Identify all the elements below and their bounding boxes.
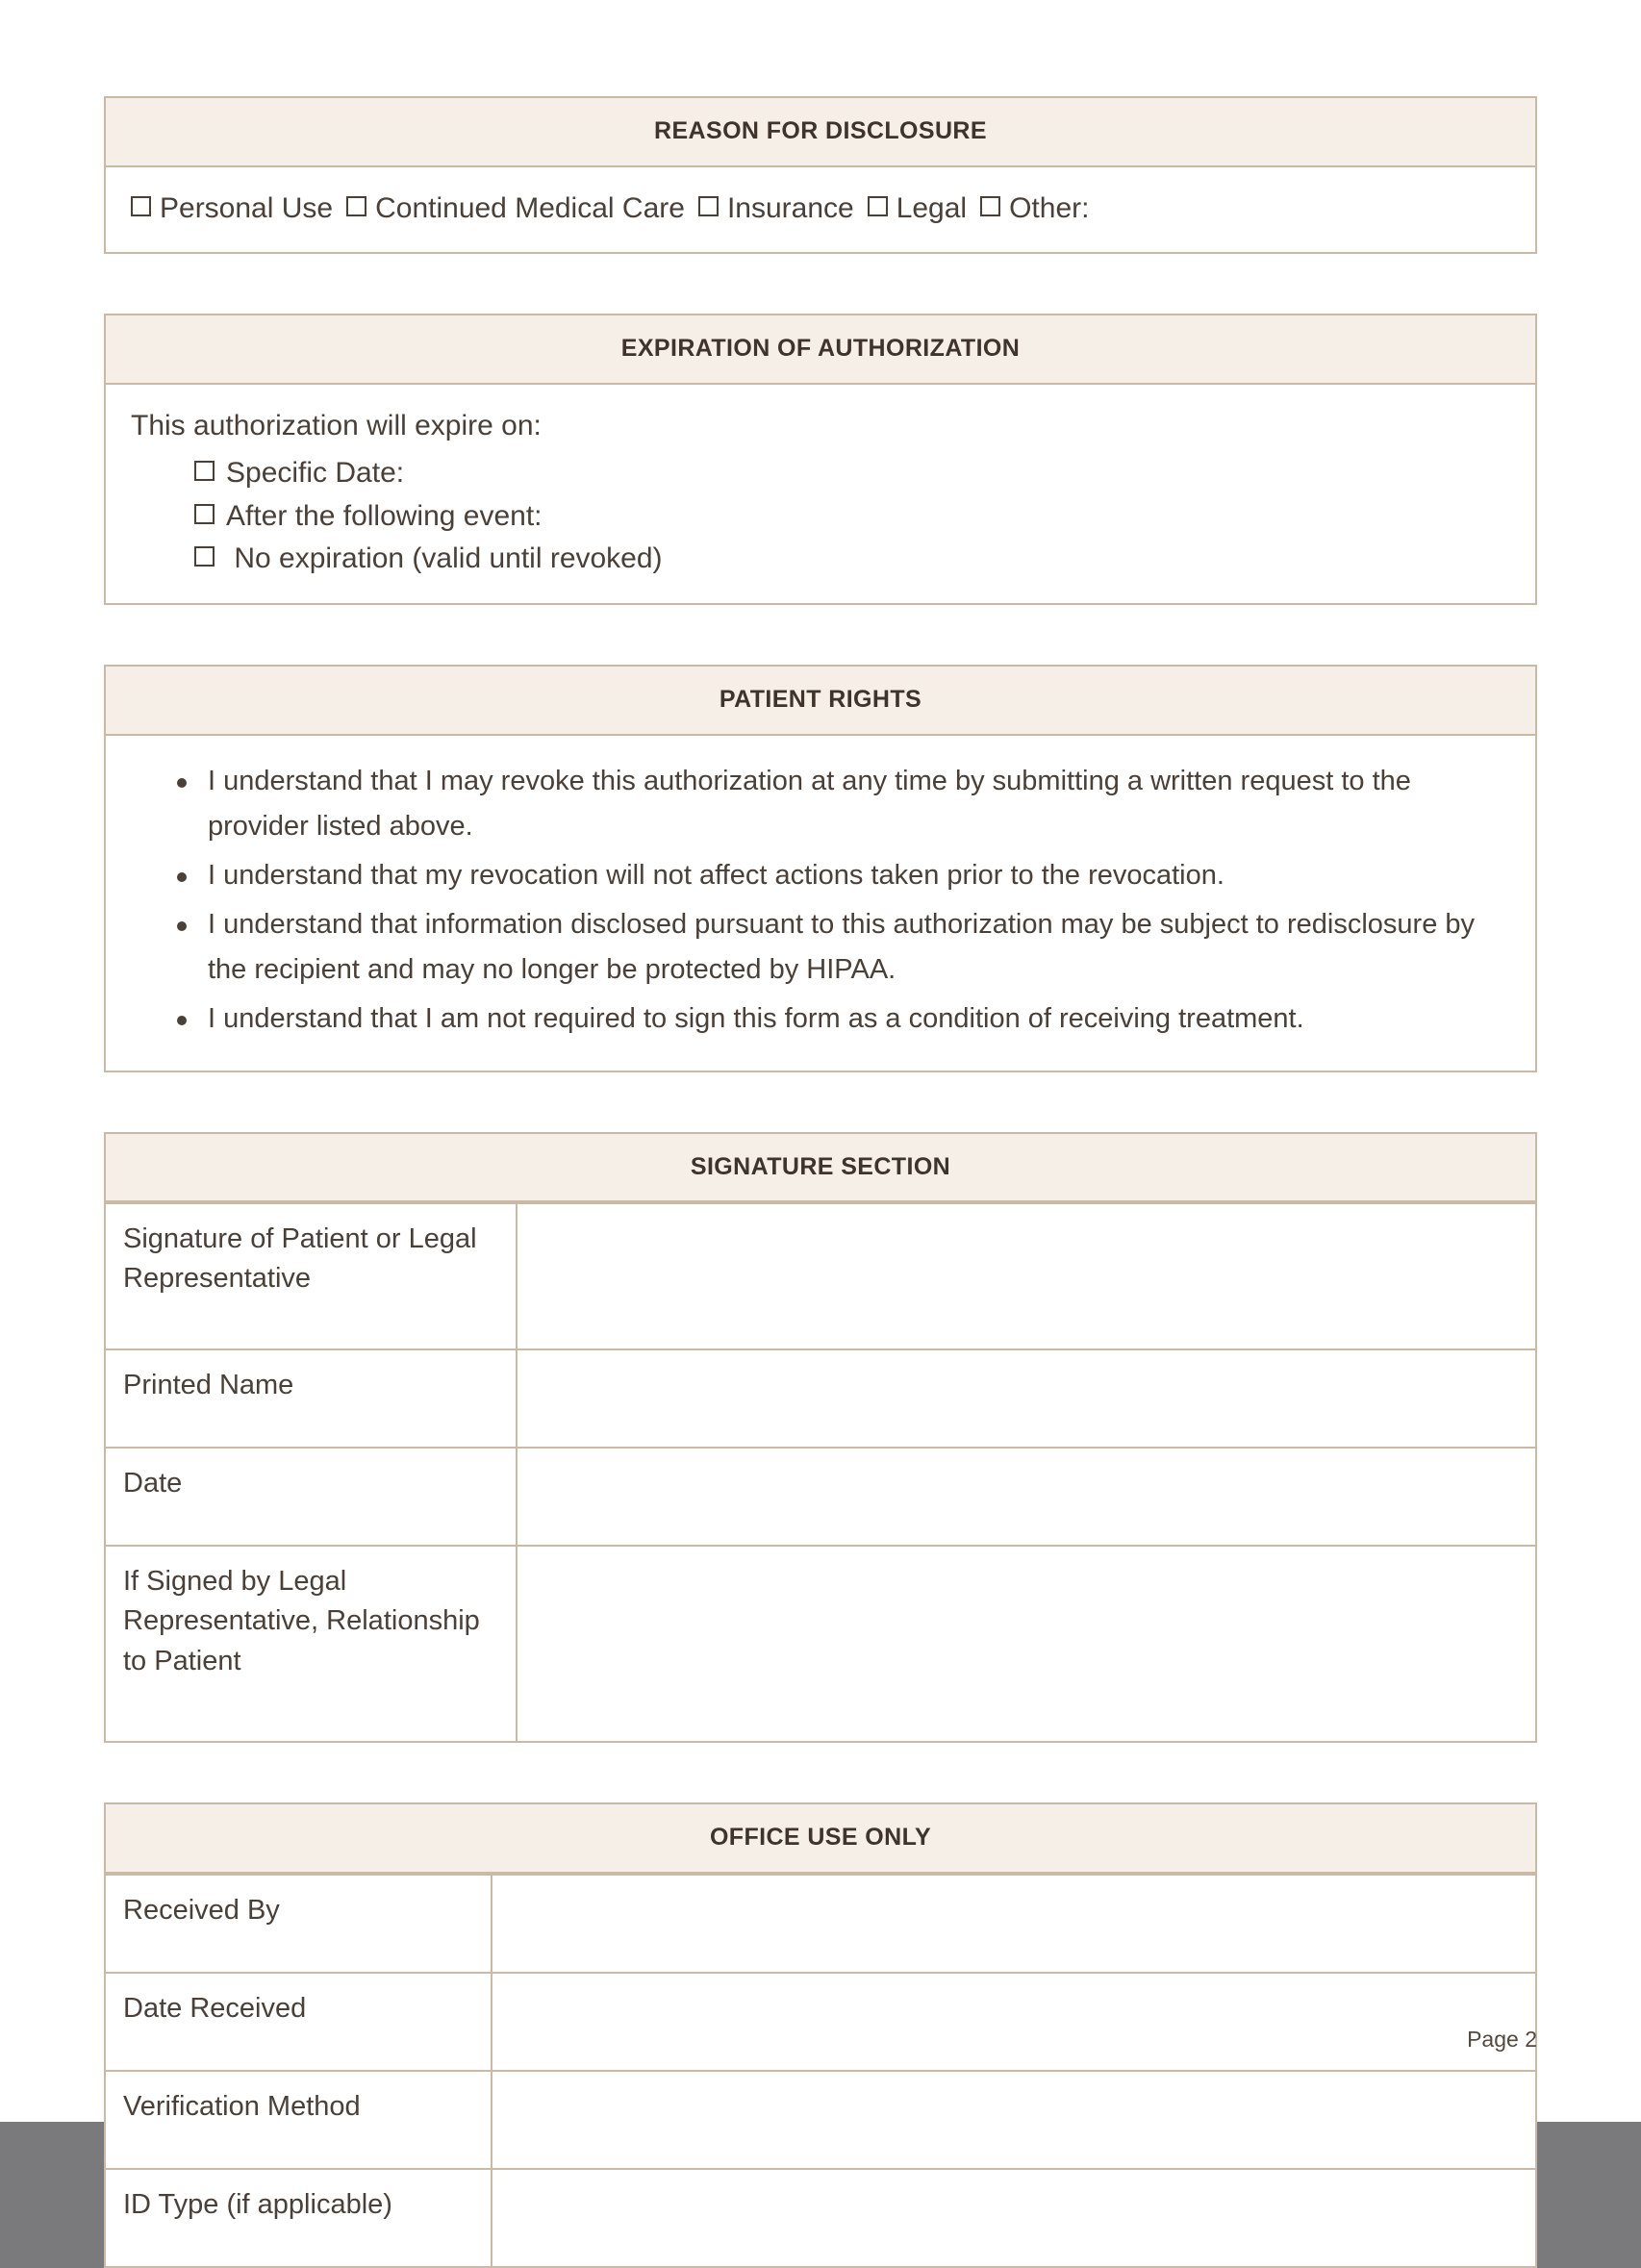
section-title-office-use-only: OFFICE USE ONLY <box>104 1802 1537 1874</box>
table-row <box>105 1203 1536 1349</box>
reason-option-label: Insurance <box>726 191 854 224</box>
expiration-option-specific-date[interactable] <box>131 452 1510 494</box>
reason-option-other[interactable] <box>980 192 1089 224</box>
patient-rights-list <box>135 759 1506 1042</box>
checkbox-icon[interactable] <box>131 196 151 216</box>
field-label-date-received: Date Received <box>105 1973 492 2071</box>
field-label-verification-method: Verification Method <box>105 2071 492 2169</box>
table-row <box>105 1546 1536 1742</box>
expiration-options-list <box>131 452 1510 580</box>
section-office-use-only <box>104 1802 1537 2268</box>
reason-option-legal[interactable] <box>868 192 967 224</box>
reason-option-personal-use[interactable] <box>131 192 333 224</box>
table-row <box>105 2169 1536 2267</box>
expiration-intro-text: This authorization will expire on: <box>131 409 542 441</box>
table-row <box>105 1448 1536 1546</box>
reason-option-label: Other: <box>1009 191 1090 224</box>
expiration-option-after-event[interactable] <box>131 495 1510 538</box>
field-value-signature[interactable] <box>517 1203 1536 1349</box>
reason-option-label: Personal Use <box>160 191 334 224</box>
field-label-printed-name: Printed Name <box>105 1349 517 1448</box>
checkbox-icon[interactable] <box>698 196 719 216</box>
office-use-fields-table <box>104 1874 1537 2268</box>
list-item: I understand that my revocation will not affect actions taken prior to the revocation. <box>208 853 1506 898</box>
expiration-option-label: No expiration (valid until revoked) <box>226 542 663 574</box>
page-number-footer: Page 2 <box>1467 2027 1537 2052</box>
field-value-verification-method[interactable] <box>492 2071 1536 2169</box>
reason-option-insurance[interactable] <box>698 192 854 224</box>
expiration-option-label: Specific Date: <box>226 457 405 490</box>
expiration-body <box>106 385 1535 604</box>
checkbox-icon[interactable] <box>980 196 1000 216</box>
section-title-signature: SIGNATURE SECTION <box>104 1132 1537 1203</box>
checkbox-icon[interactable] <box>868 196 888 216</box>
field-label-legal-rep-relationship: If Signed by Legal Representative, Relationship to Patient <box>105 1546 517 1742</box>
section-signature <box>104 1132 1537 1744</box>
list-item: I understand that I may revoke this authorization at any time by submitting a written request to the provider listed above. <box>208 759 1506 849</box>
reason-option-continued-medical-care[interactable] <box>346 192 685 224</box>
section-reason-for-disclosure <box>104 96 1537 254</box>
field-value-received-by[interactable] <box>492 1875 1536 1973</box>
reason-option-label: Legal <box>896 191 968 224</box>
field-value-date-received[interactable] <box>492 1973 1536 2071</box>
section-title-expiration: EXPIRATION OF AUTHORIZATION <box>106 315 1535 385</box>
table-row <box>105 1349 1536 1448</box>
field-value-printed-name[interactable] <box>517 1349 1536 1448</box>
section-patient-rights <box>104 665 1537 1071</box>
section-title-patient-rights: PATIENT RIGHTS <box>106 667 1535 736</box>
reason-checkbox-row <box>131 189 1510 230</box>
field-value-id-type[interactable] <box>492 2169 1536 2267</box>
table-row <box>105 1973 1536 2071</box>
checkbox-icon[interactable] <box>194 461 215 481</box>
field-value-date[interactable] <box>517 1448 1536 1546</box>
table-row <box>105 2071 1536 2169</box>
table-row <box>105 1875 1536 1973</box>
reason-option-label: Continued Medical Care <box>375 191 685 224</box>
patient-rights-body <box>106 736 1535 1071</box>
reason-for-disclosure-body <box>106 167 1535 253</box>
checkbox-icon[interactable] <box>346 196 366 216</box>
field-label-id-type: ID Type (if applicable) <box>105 2169 492 2267</box>
field-label-date: Date <box>105 1448 517 1546</box>
section-title-reason-for-disclosure: REASON FOR DISCLOSURE <box>106 98 1535 167</box>
field-label-received-by: Received By <box>105 1875 492 1973</box>
expiration-option-no-expiration[interactable] <box>131 538 1510 580</box>
signature-fields-table <box>104 1202 1537 1743</box>
checkbox-icon[interactable] <box>194 504 215 524</box>
checkbox-icon[interactable] <box>194 546 215 567</box>
list-item: I understand that information disclosed pursuant to this authorization may be subject to redisclosure by the recipient and may no longer be protected by HIPAA. <box>208 902 1506 993</box>
field-value-legal-rep-relationship[interactable] <box>517 1546 1536 1742</box>
section-expiration-of-authorization <box>104 314 1537 605</box>
expiration-option-label: After the following event: <box>226 499 543 532</box>
list-item: I understand that I am not required to sign this form as a condition of receiving treatment. <box>208 996 1506 1042</box>
field-label-signature: Signature of Patient or Legal Representative <box>105 1203 517 1349</box>
